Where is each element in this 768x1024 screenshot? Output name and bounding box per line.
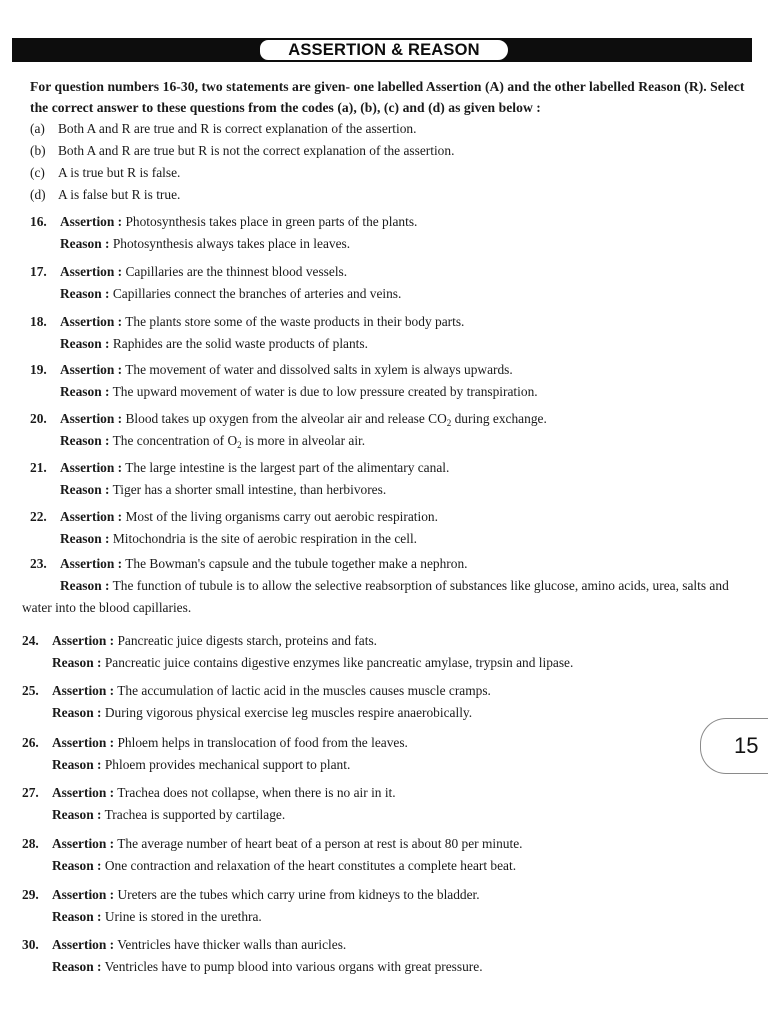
assertion-label: Assertion : (60, 411, 123, 426)
assertion-label: Assertion : (52, 683, 115, 698)
reason-label: Reason : (60, 482, 110, 497)
question-28 (22, 833, 523, 877)
assertion-text: Most of the living organisms carry out aerobic respiration. (125, 509, 438, 524)
reason-text-end: is more in alveolar air. (241, 433, 366, 448)
reason-label: Reason : (60, 531, 110, 546)
assertion-label: Assertion : (52, 633, 115, 648)
option-a (30, 121, 416, 137)
question-number: 24. (22, 633, 39, 648)
option-label: (c) (30, 165, 45, 180)
assertion-label: Assertion : (52, 836, 115, 851)
reason-label: Reason : (52, 909, 102, 924)
reason-text: One contraction and relaxation of the heart constitutes a complete heart beat. (104, 858, 517, 873)
question-19 (30, 359, 538, 403)
reason-text: Photosynthesis always takes place in leaves. (112, 236, 351, 251)
section-title: ASSERTION & REASON (258, 38, 510, 62)
question-number: 26. (22, 735, 39, 750)
question-25 (22, 680, 491, 724)
assertion-label: Assertion : (52, 785, 115, 800)
assertion-label: Assertion : (52, 735, 115, 750)
question-30 (22, 934, 483, 978)
reason-label: Reason : (60, 578, 110, 593)
question-number: 22. (30, 509, 47, 524)
reason-label: Reason : (60, 384, 110, 399)
assertion-text: Photosynthesis takes place in green parts of the plants. (125, 214, 418, 229)
question-24 (22, 630, 573, 674)
assertion-label: Assertion : (52, 937, 115, 952)
option-text: Both A and R are true but R is not the correct explanation of the assertion. (58, 143, 455, 158)
question-number: 29. (22, 887, 39, 902)
question-17 (30, 261, 401, 305)
question-23 (22, 553, 746, 619)
assertion-label: Assertion : (60, 214, 123, 229)
option-text: Both A and R are true and R is correct explanation of the assertion. (58, 121, 417, 136)
question-number: 30. (22, 937, 39, 952)
question-27 (22, 782, 396, 826)
reason-text: The concentration of O (112, 433, 238, 448)
reason-text: Tiger has a shorter small intestine, than herbivores. (112, 482, 387, 497)
question-21 (30, 457, 449, 501)
reason-text: Raphides are the solid waste products of plants. (112, 336, 368, 351)
reason-text: Pancreatic juice contains digestive enzymes like pancreatic amylase, trypsin and lipase. (104, 655, 574, 670)
option-text: A is false but R is true. (58, 187, 181, 202)
assertion-text-end: during exchange. (451, 411, 547, 426)
reason-text: During vigorous physical exercise leg muscles respire anaerobically. (104, 705, 473, 720)
option-label: (a) (30, 121, 45, 136)
assertion-text: Trachea does not collapse, when there is no air in it. (117, 785, 396, 800)
question-number: 21. (30, 460, 47, 475)
subscript: 2 (237, 440, 242, 450)
assertion-text: The Bowman's capsule and the tubule together make a nephron. (125, 556, 468, 571)
reason-label: Reason : (52, 705, 102, 720)
assertion-label: Assertion : (52, 887, 115, 902)
reason-label: Reason : (52, 858, 102, 873)
question-number: 17. (30, 264, 47, 279)
reason-label: Reason : (60, 236, 110, 251)
reason-text: Ventricles have to pump blood into various organs with great pressure. (104, 959, 483, 974)
instructions: For question numbers 16-30, two statements are given- one labelled Assertion (A) and the other labelled Reason (R). Select the correct answer to these questions from the codes (a), (b), (c) and (d) as given below : (30, 79, 745, 115)
question-18 (30, 311, 464, 355)
subscript: 2 (446, 418, 452, 428)
reason-text: Phloem provides mechanical support to plant. (104, 757, 351, 772)
question-number: 28. (22, 836, 39, 851)
reason-text: Capillaries connect the branches of arteries and veins. (112, 286, 402, 301)
assertion-label: Assertion : (60, 362, 123, 377)
reason-label: Reason : (52, 655, 102, 670)
reason-text: Urine is stored in the urethra. (104, 909, 262, 924)
assertion-label: Assertion : (60, 460, 123, 475)
assertion-text: The large intestine is the largest part of the alimentary canal. (125, 460, 450, 475)
question-16 (30, 211, 417, 255)
assertion-label: Assertion : (60, 556, 123, 571)
question-number: 27. (22, 785, 39, 800)
reason-text: The function of tubule is to allow the selective reabsorption of substances like glucose, amino acids, urea, salts and water into the blood capillaries. (22, 578, 729, 615)
assertion-text: The average number of heart beat of a person at rest is about 80 per minute. (117, 836, 523, 851)
question-number: 18. (30, 314, 47, 329)
option-label: (b) (30, 143, 46, 158)
assertion-label: Assertion : (60, 509, 123, 524)
option-d (30, 187, 180, 203)
assertion-text: Capillaries are the thinnest blood vessels. (125, 264, 348, 279)
option-c (30, 165, 180, 181)
reason-label: Reason : (60, 286, 110, 301)
reason-text: Trachea is supported by cartilage. (104, 807, 286, 822)
reason-text: The upward movement of water is due to low pressure created by transpiration. (112, 384, 538, 399)
question-29 (22, 884, 480, 928)
option-text: A is true but R is false. (58, 165, 181, 180)
assertion-label: Assertion : (60, 314, 123, 329)
assertion-label: Assertion : (60, 264, 123, 279)
question-number: 20. (30, 411, 47, 426)
assertion-text: Ureters are the tubes which carry urine from kidneys to the bladder. (117, 887, 480, 902)
question-22 (30, 506, 438, 550)
assertion-text: The movement of water and dissolved salts in xylem is always upwards. (125, 362, 513, 377)
reason-label: Reason : (52, 757, 102, 772)
question-number: 16. (30, 214, 47, 229)
option-b (30, 143, 454, 159)
assertion-text: The plants store some of the waste products in their body parts. (125, 314, 465, 329)
assertion-text: The accumulation of lactic acid in the muscles causes muscle cramps. (117, 683, 491, 698)
reason-label: Reason : (52, 807, 102, 822)
assertion-text: Ventricles have thicker walls than auricles. (117, 937, 347, 952)
question-number: 23. (30, 556, 47, 571)
reason-text: Mitochondria is the site of aerobic respiration in the cell. (112, 531, 418, 546)
assertion-text: Pancreatic juice digests starch, proteins and fats. (117, 633, 378, 648)
reason-label: Reason : (60, 433, 110, 448)
question-number: 25. (22, 683, 39, 698)
reason-label: Reason : (60, 336, 110, 351)
page-number: 15 (734, 733, 759, 758)
option-label: (d) (30, 187, 46, 202)
assertion-text: Blood takes up oxygen from the alveolar air and release CO (125, 411, 447, 426)
question-26 (22, 732, 408, 776)
assertion-text: Phloem helps in translocation of food from the leaves. (117, 735, 408, 750)
question-number: 19. (30, 362, 47, 377)
reason-label: Reason : (52, 959, 102, 974)
question-20 (30, 408, 547, 452)
